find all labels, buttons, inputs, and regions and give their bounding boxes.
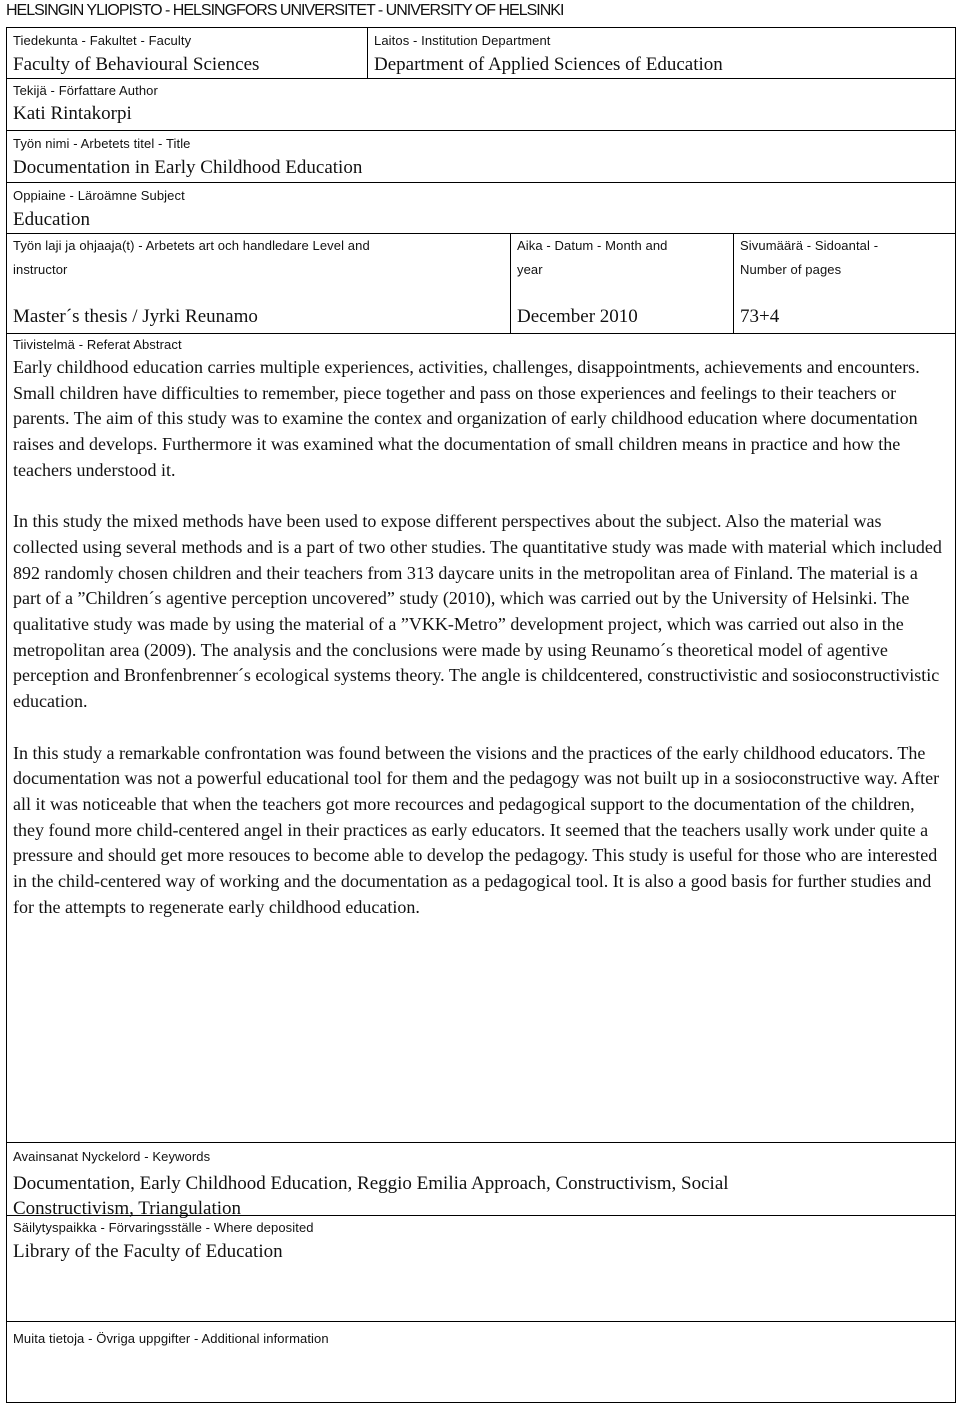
pages-label-line2: Number of pages [740,262,842,277]
keywords-label: Avainsanat Nyckelord - Keywords [13,1149,211,1164]
title-value: Documentation in Early Childhood Education [13,157,363,178]
thesis-abstract-form [6,27,956,1403]
date-label-line2: year [517,262,543,277]
deposited-label: Säilytyspaikka - Förvaringsställe - Where deposited [13,1220,314,1235]
level-value: Master´s thesis / Jyrki Reunamo [13,306,258,327]
level-cell [7,234,507,334]
level-label-line1: Työn laji ja ohjaaja(t) - Arbetets art och handledare Level and [13,238,370,253]
author-label: Tekijä - Författare Author [13,83,158,98]
abstract-paragraph-3: In this study a remarkable confrontation was found between the visions and the practices of the early childhood educators. The documentation was not a powerful educational tool for them and the pedagogy was not built up in a sosioconstructive way. After all it was noticeable that when the teachers got more recources and pedagogical support to the documentation of the children, they found more child-centered angel in their practices as early educators. It seemed that the teachers usally work under quite a pressure and should get more resouces to become able to develop the pedagogy. This study is useful for those who are interested in the child-centered way of working and the documentation as a pedagogical tool. It is also a good basis for further studies and for the attempts to regenerate early childhood education. [13,742,940,917]
pages-label-line1: Sivumäärä - Sidoantal - [740,238,879,253]
department-label: Laitos - Institution Department [374,33,551,48]
title-label: Työn nimi - Arbetets titel - Title [13,136,191,151]
pages-cell [734,234,955,334]
pages-value: 73+4 [740,306,780,327]
deposited-cell [7,1216,955,1321]
department-cell [368,28,953,78]
faculty-label: Tiedekunta - Fakultet - Faculty [13,33,192,48]
author-cell [7,79,955,129]
date-label-line1: Aika - Datum - Month and [517,238,668,253]
abstract-label: Tiivistelmä - Referat Abstract [13,337,182,352]
title-cell [7,131,955,181]
abstract-paragraph-1: Early childhood education carries multiple experiences, activities, challenges, disappointments, achievements and encounters. Small children have difficulties to remember, piece together and pass on those experiences and feelings to their teachers or parents. The aim of this study was to examine the contex and organization of early childhood education where documentation raises and develops. Furthermore it was examined what the documentation of small children means in practice and how the teachers understood it. [13,357,920,480]
keywords-value-line2: Constructivism, Triangulation [13,1198,242,1219]
faculty-cell [7,28,362,78]
additional-label: Muita tietoja - Övriga uppgifter - Additional information [13,1331,329,1346]
date-cell [511,234,733,334]
department-value: Department of Applied Sciences of Education [374,54,723,75]
subject-value: Education [13,209,91,230]
keywords-value-line1: Documentation, Early Childhood Education, Reggio Emilia Approach, Constructivism, Social [13,1173,729,1194]
abstract-paragraph-2: In this study the mixed methods have been used to expose different perspectives about the subject. Also the material was collected using several methods and is a part of two other studies. The quantitative study was made with material which included 892 randomly chosen children and their teachers from 313 daycare units in the metropolitan area of Finland. The material is a part of a ”Children´s agentive perception uncovered” study (2010), which was carried out by the University of Helsinki. The qualitative study was made by using the material of a ”VKK-Metro” development project, which was carried out also in the metropolitan area (2009). The analysis and the conclusions were made by using Reunamo´s theoretical model of agentive perception and Bronfenbrenner´s ecological systems theory. The angle is childcentered, constructivistic and sosioconstructivistic education. [13,511,942,712]
university-header: HELSINGIN YLIOPISTO - HELSINGFORS UNIVERSITET - UNIVERSITY OF HELSINKI [6,2,564,19]
subject-label: Oppiaine - Läroämne Subject [13,188,185,203]
faculty-value: Faculty of Behavioural Sciences [13,54,260,75]
subject-cell [7,183,955,233]
keywords-cell [7,1143,955,1219]
date-value: December 2010 [517,306,638,327]
author-value: Kati Rintakorpi [13,103,132,124]
abstract-cell [7,334,955,1142]
level-label-line2: instructor [13,262,68,277]
deposited-value: Library of the Faculty of Education [13,1241,283,1262]
additional-cell [7,1322,955,1402]
